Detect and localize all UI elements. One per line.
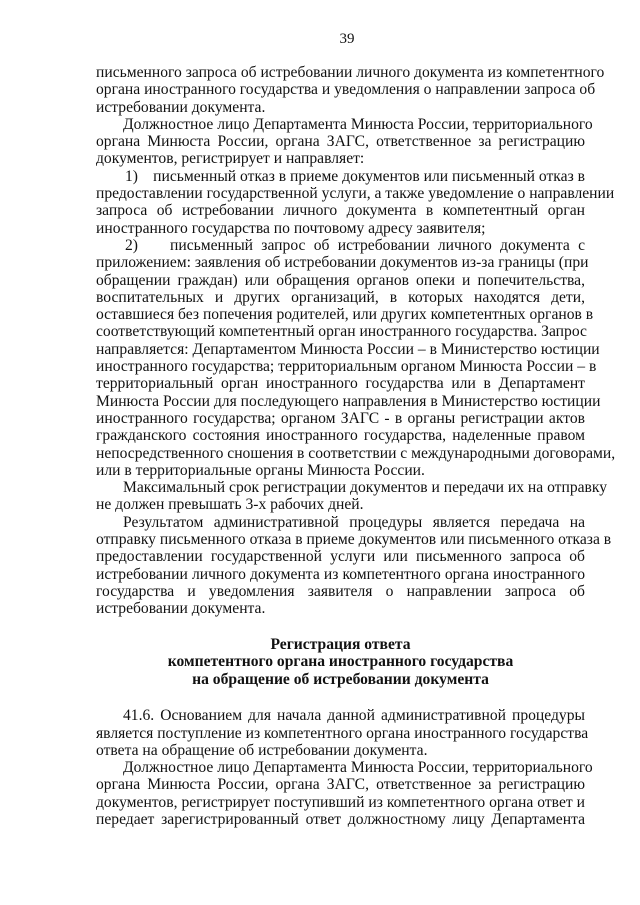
text-line: иностранного государства; органом ЗАГС - в органы регистрации актов	[96, 409, 585, 427]
text-line: иностранного государства по почтовому адресу заявителя;	[96, 219, 486, 237]
text-line: Должностное лицо Департамента Минюста России, территориального	[123, 759, 593, 777]
page-number: 39	[339, 31, 355, 47]
paragraph	[96, 115, 593, 168]
list-item-number: 2)	[125, 236, 138, 254]
text-line: передает зарегистрированный ответ должностному лицу Департамента	[96, 811, 585, 829]
text-line: запроса об истребовании личного документа в компетентный орган	[96, 202, 585, 220]
list-item	[96, 236, 616, 479]
text-line: государства и уведомления заявителя о направлении запроса об	[96, 582, 585, 600]
text-line: приложением: заявления об истребовании документов из-за границы (при	[96, 254, 589, 272]
heading-line: компетентного органа иностранного государства	[167, 653, 514, 671]
text-line: территориальный орган иностранного государства или в Департамент	[96, 375, 585, 393]
text-line: является поступление из компетентного органа иностранного государства	[96, 724, 589, 742]
heading-line: Регистрация ответа	[270, 635, 411, 653]
list-item-number: 1)	[125, 167, 138, 185]
paragraph	[96, 64, 605, 116]
text-line: письменный отказ в приеме документов или письменный отказ в	[153, 167, 585, 185]
text-line: 41.6. Основанием для начала данной административной процедуры	[123, 707, 585, 725]
text-line: воспитательных и других организаций, в которых находятся дети,	[96, 288, 585, 306]
text-line: истребовании личного документа из компетентного органа иностранного	[96, 565, 585, 583]
text-line: Максимальный срок регистрации документов и передачи их на отправку	[123, 479, 608, 497]
heading-line: на обращение об истребовании документа	[192, 670, 489, 688]
text-line: не должен превышать 3-х рабочих дней.	[96, 496, 364, 514]
section-heading	[96, 636, 585, 689]
paragraph	[96, 759, 593, 829]
text-line: направляется: Департаментом Минюста России – в Министерство юстиции	[96, 340, 600, 358]
text-line: органа Минюста России, органа ЗАГС, ответственное за регистрацию	[96, 133, 585, 151]
text-line: Минюста России для последующего направления в Министерство юстиции	[96, 392, 601, 410]
text-line: соответствующий компетентный орган иностранного государства. Запрос	[96, 323, 587, 341]
text-line: оставшиеся без попечения родителей, или других компетентных органов в	[96, 306, 594, 324]
text-line: органа Минюста России, органа ЗАГС, ответственное за регистрацию	[96, 776, 585, 794]
text-line: Должностное лицо Департамента Минюста России, территориального	[123, 115, 593, 133]
text-line: письменного запроса об истребовании личного документа из компетентного	[96, 64, 605, 81]
text-line: непосредственного сношения в соответствии с международными договорами,	[96, 444, 616, 462]
text-line: письменный запрос об истребовании личного документа с	[170, 236, 585, 254]
text-line: ответа на обращение об истребовании документа.	[96, 741, 428, 759]
list-item	[96, 167, 615, 237]
text-line: иностранного государства; территориальным органом Минюста России – в	[96, 358, 597, 376]
paragraph	[96, 707, 589, 759]
list-item-first-line	[96, 168, 585, 185]
text-line: или в территориальные органы Минюста России.	[96, 461, 425, 479]
text-line: предоставлении государственной услуги или письменного запроса об	[96, 548, 585, 566]
list-item-first-line	[96, 237, 585, 254]
text-line: отправку письменного отказа в приеме документов или письменного отказа в	[96, 531, 612, 549]
text-line: документов, регистрирует поступивший из компетентного органа ответ и	[96, 793, 585, 811]
text-line: органа иностранного государства и уведомления о направлении запроса об	[96, 81, 596, 99]
text-line: истребовании документа.	[96, 98, 266, 116]
text-line: предоставлении государственной услуги, а также уведомление о направлении	[96, 185, 615, 203]
text-line: обращении граждан) или обращения органов опеки и попечительства,	[96, 271, 585, 289]
paragraph	[96, 513, 612, 618]
document-body	[96, 64, 616, 829]
paragraph	[96, 479, 608, 514]
text-line: документов, регистрирует и направляет:	[96, 150, 365, 168]
text-line: Результатом административной процедуры является передача на	[123, 513, 585, 531]
text-line: гражданского состояния иностранного государства, наделенные правом	[96, 427, 585, 445]
text-line: истребовании документа.	[96, 600, 266, 618]
